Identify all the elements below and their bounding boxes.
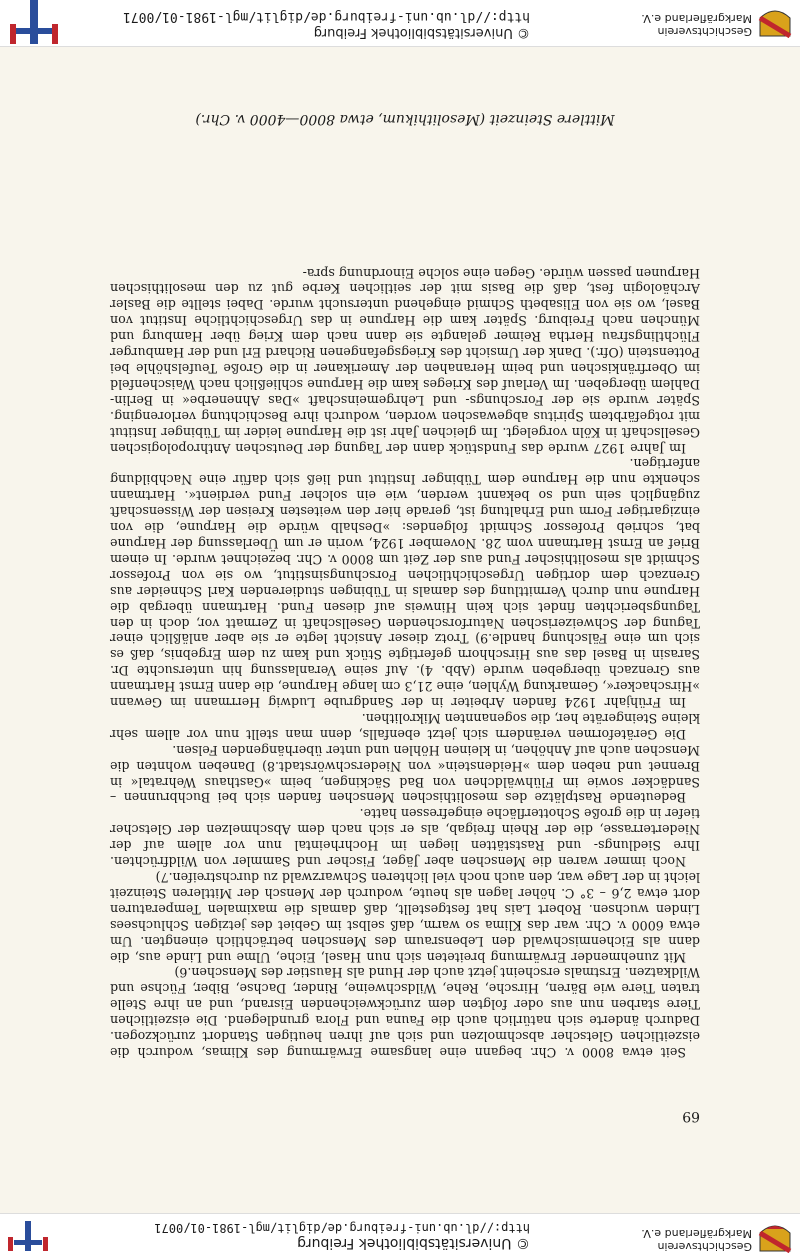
- body-text: [110, 265, 700, 1060]
- footer-library-credit: © Universitätsbibliothek Freiburg: [313, 25, 530, 40]
- paragraph: Die Geräteformen verändern sich jetzt ebenfalls, denn man stellt nun vor allem sehr kleine Steingeräte her, die sogenannten Mikrolithen.: [110, 710, 700, 742]
- ub-logo-icon: [10, 0, 58, 44]
- paragraph: Mit zunehmender Erwärmung breiteten sich nun Hasel, Eiche, Ulme und Linde aus, die dann als Eichenmischwald den Lebensraum des Menschen beträchtlich einengten. Um etwa 6000 v. Chr. war das Klima so warm, daß selbst im Gebiet des jetzigen Schluchsees Linden wuchsen. Robert Lais hat festgestellt, daß damals die maximalen Temperaturen dort etwa 2,6 – 3° C. höher lagen als heute, wodurch der Mensch der Mittleren Steinzeit leicht in der Lage war, den auch noch viel lichteren Schwarzwald zu durchstreifen.7): [110, 870, 700, 965]
- footer-org-name: Geschichtsverein Markgräflerland e.V.: [641, 12, 752, 38]
- geschichtsverein-logo-icon: [758, 4, 792, 38]
- paragraph: Im Jahre 1927 wurde das Fundstück dann der Tagung der Deutschen Anthropologischen Gesellschaft in Köln vorgelegt. Im gleichen Jahr ist die Harpune leider im Tübinger Institut mit rotgefärbtem Spiritus abgewaschen worden, wodurch ihre Beschichtung verlorenging. Später wurde sie der Forschungs- und Lehrgemeinschaft »Das Ahnenerbe« in Berlin-Dahlem übergeben. Im Verlauf des Krieges kam die Harpune schließlich nach Waischenfeld im Oberfränkischen und beim Heranahen der Amerikaner in die Große Teufelshöhle bei Pottenstein (Ofr.). Dank der Umsicht des Kriegsgefangenen Richard Erl und der Hamburger Flüchtlingsfrau Hertha Reimer gelangte sie dann nach dem Krieg über Hamburg und München nach Freiburg. Später kam die Harpune in das Urgeschichtliche Institut von Basel, wo sie von Elisabeth Schmid eingehend untersucht wurde. Dabei stellte die Basler Archäologin fest, daß die Basis mit der seitlichen Kerbe gut zu den mesolithischen Harpunen passen würde. Gegen eine solche Einordnung spra-: [110, 265, 700, 456]
- section-heading: Mittlere Steinzeit (Mesolithikum, etwa 8000—4000 v. Chr.): [195, 111, 615, 127]
- page-number: 69: [682, 1108, 700, 1124]
- header-org-name: Geschichtsverein Markgräflerland e.V.: [641, 1227, 752, 1253]
- footer-bar: [0, 0, 800, 47]
- paragraph: Im Frühjahr 1924 fanden Arbeiter in der Sandgrube Ludwig Herrmann im Gewann »Hirschacker«, Gemarkung Wyhlen, eine 21,3 cm lange Harpune, die dann Ernst Hartmann aus Grenzach übergeben wurde (Abb. 4). Auf seine Veranlassung hin untersuchte Dr. Sarasin in Basel das aus Hirschhorn gefertigte Stück und kam zu dem Ergebnis, daß es sich um eine Fälschung handle.9) Trotz dieser Ansicht legte er sie aber anläßlich einer Tagung der Schweizerischen Naturforschenden Gesellschaft in Zermatt vor, doch in den Tagungsberichten findet sich kein Hinweis auf diesen Fund. Hartmann übergab die Harpune nun durch Vermittlung des damals in Tübingen studierenden Karl Schneider aus Grenzach dem dortigen Urgeschichtlichen Forschungsinstitut, wo sie von Professor Schmidt als mesolithischer Fund aus der Zeit um 8000 v. Chr. bezeichnet wurde. In einem Brief an Ernst Hartmann vom 28. November 1924, worin er um Überlassung der Harpune bat, schrieb Professor Schmidt folgendes: »Deshalb würde die Harpune, die von einzigartiger Form und Erhaltung ist, gerade hier den weitesten Kreisen der Wissenschaft zugänglich sein und so bekannt werden, wie ein solcher Fund verdient«. Hartmann schenkte nun die Harpune dem Tübinger Institut und ließ sich dafür eine Nachbildung anfertigen.: [110, 456, 700, 711]
- header-library-credit: © Universitätsbibliothek Freiburg: [297, 1235, 530, 1251]
- ub-logo-icon: [8, 1221, 48, 1251]
- header-bar: [0, 1213, 800, 1259]
- paragraph: Bedeutende Rastplätze des mesolithischen Menschen fanden sich bei Buchbrunnen – Sandäcker sowie im Flühwäldchen von Bad Säckingen, beim »Gasthaus Wehratal« in Brennet und neben dem »Heidenstein« von Niederschwörstadt.8) Daneben wohnten die Menschen auch auf Anhöhen, in kleinen Höhlen und unter überhängenden Felsen.: [110, 742, 700, 806]
- geschichtsverein-logo-icon: [758, 1219, 792, 1253]
- header-url-link[interactable]: http://dl.ub.uni-freiburg.de/diglit/mgl-1981-01/0071: [154, 1221, 530, 1235]
- footer-url-link[interactable]: http://dl.ub.uni-freiburg.de/diglit/mgl-1981-01/0071: [123, 9, 530, 24]
- paragraph: Noch immer waren die Menschen aber Jäger, Fischer und Sammler von Wildfrüchten. Ihre Siedlungs- und Raststätten liegen im Hochrheintal nun vor allem auf der Niederterrasse, die der Rhein freigab, als er sich nach dem Abschmelzen der Gletscher tiefer in die große Schotterfläche eingefressen hatte.: [110, 806, 700, 870]
- paragraph: Seit etwa 8000 v. Chr. begann eine langsame Erwärmung des Klimas, wodurch die eiszeitlichen Gletscher abschmolzen und sich auf ihren heutigen Standort zurückzogen. Dadurch änderte sich natürlich auch die Fauna und Flora grundlegend. Die eiszeitlichen Tiere starben nun aus oder folgten dem zurückweichenden Eisrand, und an ihre Stelle traten Tiere wie Bären, Hirsche, Rehe, Wildschweine, Rinder, Dachse, Biber, Füchse und Wildkatzen. Erstmals erscheint jetzt auch der Hund als Haustier des Menschen.6): [110, 965, 700, 1060]
